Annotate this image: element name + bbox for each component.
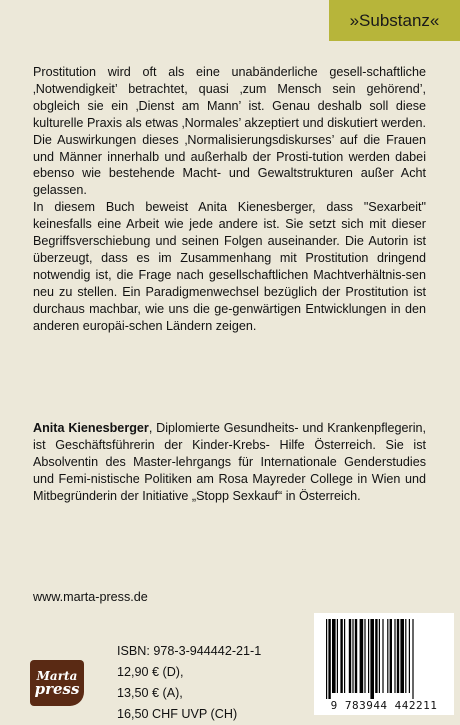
price-austria: 13,50 € (A), <box>117 686 183 700</box>
publisher-logo <box>30 660 84 706</box>
series-label: »Substanz« <box>349 10 440 30</box>
logo-line-2: press <box>34 679 80 698</box>
author-name: Anita Kienesberger <box>33 421 149 435</box>
blurb-paragraph-1: Prostitution wird oft als eine unabänderliche gesell-schaftliche ‚Notwendigkeit’ betrachtet, quasi ‚zum Mensch sein gehörend’, obgleich sie ein ‚Dienst am Mann’ ist. Genau deshalb soll diese kulturelle Praxis als etwas ‚Normales’ akzeptiert und diskutiert werden. Die Auswirkungen dieses ‚Normalisierungsdiskurses’ auf die Frauen und Männer innerhalb und außerhalb der Prosti-tution werden dabei ebenso wie bestehende Macht- und Gewaltstrukturen außer Acht gelassen. <box>33 65 426 198</box>
author-bio-text: , Diplomierte Gesundheits- und Krankenpflegerin, ist Geschäftsführerin der Kinder-Krebs- Hilfe Österreich. Sie ist Absolventin des Master-lehrgangs für Internationale Genderstudies und Femi-nistische Politiken am Rosa Mayreder College in Wien und Mitbegründerin der Initiative „Stopp Sexkauf“ in Österreich. <box>33 421 426 503</box>
price-info <box>117 641 261 725</box>
price-germany: 12,90 € (D), <box>117 665 184 679</box>
book-blurb <box>33 64 426 335</box>
price-switzerland: 16,50 CHF UVP (CH) <box>117 707 238 721</box>
barcode <box>314 613 454 715</box>
publisher-website[interactable]: www.marta-press.de <box>33 590 148 604</box>
logo-line-1: Marta <box>36 668 78 683</box>
isbn: ISBN: 978-3-944442-21-1 <box>117 644 262 658</box>
series-badge <box>329 0 460 41</box>
barcode-digits: 9 783944 442211 <box>330 699 438 712</box>
author-bio <box>33 420 426 505</box>
blurb-paragraph-2: In diesem Buch beweist Anita Kienesberger, dass "Sexarbeit" keinesfalls eine Arbeit wie jede andere ist. Sie setzt sich mit dieser Begriffsverschiebung und seinen Folgen auseinander. Die Autorin ist überzeugt, dass es im Zusammenhang mit Prostitution dringend notwendig ist, die Frage nach gesellschaftlichen Machtverhältnis-sen neu zu stellen. Ein Paradigmenwechsel bezüglich der Prostitution ist durchaus machbar, wie uns die ge-genwärtigen Entwicklungen in den anderen europäi-schen Ländern zeigen. <box>33 200 426 333</box>
barcode-bars-icon <box>324 619 444 699</box>
